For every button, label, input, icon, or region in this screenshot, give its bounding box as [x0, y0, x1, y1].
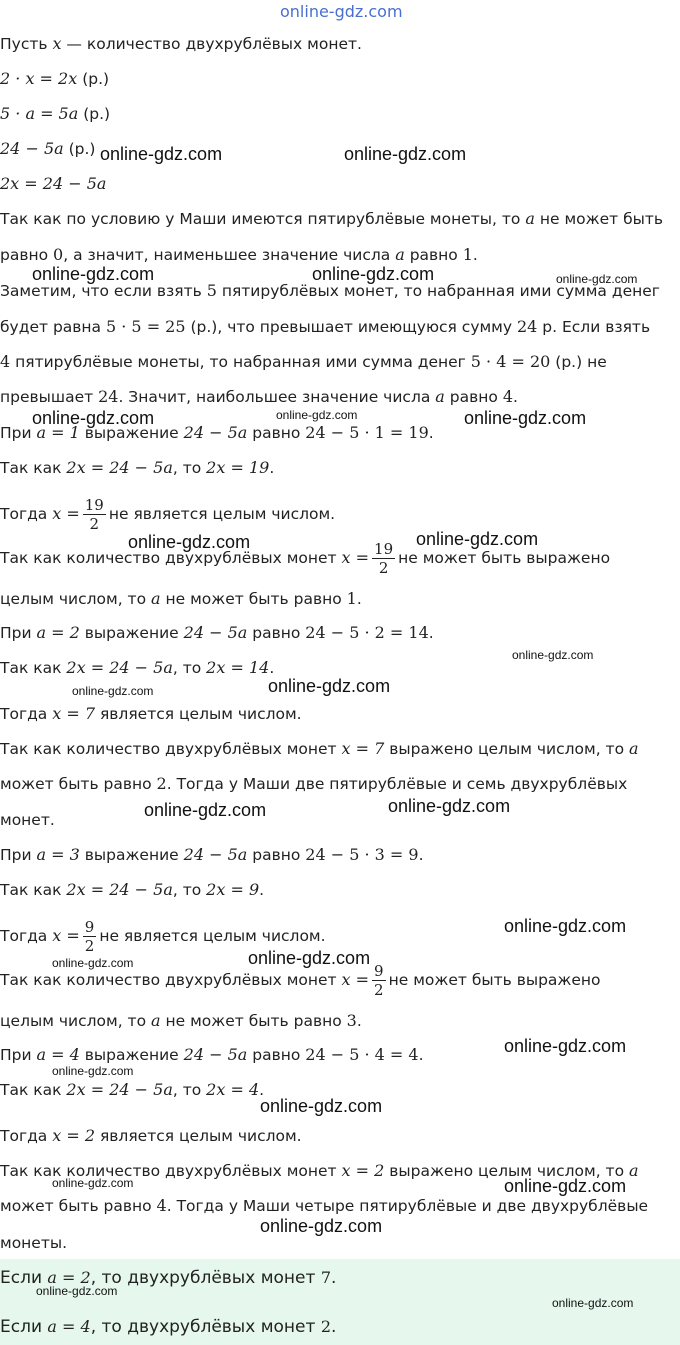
- text: .: [259, 881, 265, 899]
- text: (р.), что превышает имеющуюся сумму: [190, 318, 513, 336]
- math: 2x = 4: [206, 1080, 260, 1099]
- text: может быть равно: [0, 1197, 152, 1215]
- math: 2x = 24 − 5a: [66, 1080, 173, 1099]
- math: x =: [341, 548, 370, 567]
- math: a = 4: [36, 1045, 80, 1064]
- text: выражение: [84, 846, 179, 864]
- math: a: [629, 739, 639, 758]
- text: не является целым числом.: [99, 927, 326, 945]
- text: не может быть равно: [165, 1012, 342, 1030]
- text: пятирублёвые монеты, то набранная ими сумма денег: [15, 353, 466, 371]
- watermark: online-gdz.com: [248, 948, 371, 968]
- text: может быть равно: [0, 775, 152, 793]
- text-line: [0, 880, 264, 900]
- text: Тогда: [0, 927, 48, 945]
- text: выражение: [84, 1046, 179, 1064]
- math: 24 − 5 · 1 = 19: [305, 423, 429, 442]
- text: При: [0, 624, 32, 642]
- math: 2: [320, 1317, 331, 1336]
- text: (р.): [83, 105, 111, 123]
- math: 24 − 5a: [183, 623, 248, 642]
- text: равно: [0, 246, 49, 264]
- watermark: online-gdz.com: [312, 264, 435, 284]
- math: 1: [346, 589, 357, 608]
- math: x = 2: [52, 1126, 96, 1145]
- math: x: [52, 34, 62, 53]
- watermark: online-gdz.com: [280, 2, 403, 21]
- watermark: online-gdz.com: [260, 1216, 383, 1236]
- text: .: [331, 1268, 337, 1288]
- text: . Тогда у Маши четыре пятирублёвые и две двухрублёвые: [166, 1197, 649, 1215]
- fraction-numerator: 9: [374, 962, 384, 980]
- math: 5: [206, 281, 217, 300]
- watermark: online-gdz.com: [344, 144, 467, 164]
- text: монет.: [0, 811, 55, 829]
- fraction-numerator: 9: [84, 918, 95, 936]
- math: 0: [53, 245, 64, 264]
- text-line: [0, 1045, 424, 1065]
- math: 3: [346, 1011, 357, 1030]
- text: При: [0, 846, 32, 864]
- math: a: [395, 245, 405, 264]
- fraction-denominator: 2: [372, 558, 395, 577]
- watermark: online-gdz.com: [52, 956, 134, 970]
- text: , то: [172, 459, 202, 477]
- math: 24: [98, 387, 119, 406]
- watermark: online-gdz.com: [556, 272, 638, 286]
- text: . Значит, наибольшее значение числа: [118, 388, 431, 406]
- fraction: [372, 540, 395, 577]
- math: 2x = 24 − 5a: [66, 880, 173, 899]
- text-line: [0, 317, 650, 337]
- text: .: [269, 659, 275, 677]
- text-line: [0, 1011, 362, 1031]
- fraction-numerator: 19: [84, 496, 104, 514]
- text-line: [0, 245, 478, 265]
- text-line: [0, 1233, 67, 1253]
- text: целым числом, то: [0, 590, 147, 608]
- text: .: [331, 1317, 337, 1337]
- answer-line: [0, 1317, 336, 1337]
- math: 4: [156, 1196, 167, 1215]
- math: 5 · 5 = 25: [105, 317, 186, 336]
- text: равно: [409, 246, 458, 264]
- text-line: [0, 1196, 648, 1216]
- math: a: [151, 589, 161, 608]
- math: 2x = 19: [206, 458, 270, 477]
- text: Так как: [0, 459, 62, 477]
- text: .: [418, 846, 424, 864]
- text: .: [356, 590, 362, 608]
- math: 24 − 5 · 4 = 4: [305, 1045, 419, 1064]
- math: 2 · x = 2x: [0, 69, 78, 88]
- text: Заметим, что если взять: [0, 282, 202, 300]
- text: равно: [252, 424, 301, 442]
- text-line: [0, 387, 518, 407]
- text: .: [269, 459, 275, 477]
- text: не может быть равно: [165, 590, 342, 608]
- watermark: online-gdz.com: [504, 1176, 627, 1196]
- fraction-numerator: 19: [374, 540, 394, 558]
- watermark: online-gdz.com: [260, 1096, 383, 1116]
- math: 2x = 24 − 5a: [0, 174, 107, 193]
- math: a: [525, 209, 535, 228]
- text: будет равна: [0, 318, 102, 336]
- math: 4: [0, 352, 11, 371]
- text: .: [428, 624, 434, 642]
- text-line: [0, 69, 109, 89]
- watermark: online-gdz.com: [464, 408, 587, 428]
- text: , то: [172, 881, 202, 899]
- text-line: [0, 352, 607, 372]
- math: 1: [462, 245, 473, 264]
- text: . Тогда у Маши две пятирублёвые и семь двухрублёвых: [166, 775, 628, 793]
- fraction-denominator: 2: [83, 514, 106, 533]
- fraction-denominator: 2: [374, 981, 384, 999]
- text: .: [513, 388, 518, 406]
- math: 2x = 24 − 5a: [66, 658, 173, 677]
- text-line: [0, 174, 106, 194]
- math: x = 7: [341, 739, 385, 758]
- watermark: online-gdz.com: [504, 1036, 627, 1056]
- math: x = 7: [52, 704, 96, 723]
- math: 2x = 9: [206, 880, 260, 899]
- math: 24 − 5a: [183, 1045, 248, 1064]
- text: выражено целым числом, то: [389, 740, 625, 758]
- math: 5 · a = 5a: [0, 104, 79, 123]
- math: 24 − 5 · 3 = 9: [305, 845, 419, 864]
- text: Так как количество двухрублёвых монет: [0, 549, 337, 567]
- text: р. Если взять: [542, 318, 651, 336]
- math: a: [435, 387, 445, 406]
- watermark: online-gdz.com: [100, 144, 223, 164]
- text: Так как по условию у Маши имеются пятирублёвые монеты, то: [0, 210, 521, 228]
- math: 24 − 5 · 2 = 14: [305, 623, 429, 642]
- math: a = 4: [47, 1317, 91, 1336]
- watermark: online-gdz.com: [128, 532, 251, 552]
- math: x =: [52, 926, 80, 945]
- text: (р.) не: [555, 353, 607, 371]
- text: выражено целым числом, то: [389, 1162, 625, 1180]
- text: не может быть выражено: [398, 549, 611, 567]
- math: 24 − 5a: [0, 139, 64, 158]
- text: не может быть: [539, 210, 664, 228]
- fraction: [83, 496, 106, 533]
- text: При: [0, 424, 32, 442]
- text: .: [259, 1081, 265, 1099]
- text-line: [0, 845, 424, 865]
- text: пятирублёвых монет, то набранная ими сумма денег: [221, 282, 660, 300]
- watermark: online-gdz.com: [388, 796, 511, 816]
- text: При: [0, 1046, 32, 1064]
- text: .: [472, 246, 478, 264]
- math: 2x = 24 − 5a: [66, 458, 173, 477]
- watermark: online-gdz.com: [144, 800, 267, 820]
- text-line: [0, 658, 274, 678]
- text-line: [0, 739, 639, 759]
- text: , то: [172, 1081, 202, 1099]
- text-line: [0, 589, 362, 609]
- fraction: [372, 962, 386, 999]
- math: x =: [341, 970, 370, 989]
- text: превышает: [0, 388, 94, 406]
- text: целым числом, то: [0, 1012, 147, 1030]
- watermark: online-gdz.com: [268, 676, 391, 696]
- math: 4: [502, 387, 513, 406]
- text: Так как: [0, 659, 62, 677]
- text: Так как количество двухрублёвых монет: [0, 971, 337, 989]
- math: 24 − 5a: [183, 423, 248, 442]
- math: 7: [320, 1268, 331, 1287]
- watermark: online-gdz.com: [504, 916, 627, 936]
- text: Если: [0, 1268, 43, 1288]
- text: Тогда: [0, 705, 48, 723]
- watermark: online-gdz.com: [552, 1296, 634, 1310]
- text: не является целым числом.: [108, 505, 336, 523]
- watermark: online-gdz.com: [32, 408, 155, 428]
- text-line: [0, 104, 110, 124]
- text: (р.): [82, 70, 110, 88]
- text: монеты.: [0, 1234, 68, 1252]
- text: равно: [252, 624, 301, 642]
- text: Тогда: [0, 1127, 48, 1145]
- text: (р.): [68, 140, 96, 158]
- text: Если: [0, 1317, 43, 1337]
- text-line: [0, 496, 335, 533]
- watermark: online-gdz.com: [36, 1284, 118, 1298]
- text-line: [0, 139, 95, 159]
- math: 2: [156, 774, 167, 793]
- watermark: online-gdz.com: [276, 408, 358, 422]
- text: является целым числом.: [99, 705, 302, 723]
- text: .: [418, 1046, 424, 1064]
- watermark: online-gdz.com: [512, 648, 594, 662]
- text-line: [0, 810, 55, 830]
- watermark: online-gdz.com: [52, 1064, 134, 1078]
- text: равно: [252, 1046, 301, 1064]
- text-line: [0, 1080, 264, 1100]
- text: выражение: [84, 624, 179, 642]
- math: a: [151, 1011, 161, 1030]
- math: x = 2: [341, 1161, 385, 1180]
- math: 2x = 14: [206, 658, 270, 677]
- text: Так как: [0, 1081, 62, 1099]
- fraction-denominator: 2: [84, 937, 95, 955]
- math: a = 2: [47, 1268, 91, 1287]
- text: выражение: [84, 424, 179, 442]
- text-line: [0, 623, 434, 643]
- text: , а значит, наименьшее значение числа: [63, 246, 391, 264]
- text-line: [0, 34, 362, 54]
- text: является целым числом.: [99, 1127, 302, 1145]
- math: a = 2: [36, 623, 80, 642]
- watermark: online-gdz.com: [52, 1176, 134, 1190]
- text-line: [0, 774, 627, 794]
- text: , то двухрублёвых монет: [90, 1268, 316, 1288]
- text: Так как количество двухрублёвых монет: [0, 740, 337, 758]
- text: Так как: [0, 881, 62, 899]
- math: a = 3: [36, 845, 80, 864]
- watermark: online-gdz.com: [416, 529, 539, 549]
- text: .: [356, 1012, 362, 1030]
- math: 24: [517, 317, 538, 336]
- math: a = 1: [36, 423, 80, 442]
- text-line: [0, 704, 302, 724]
- watermark: online-gdz.com: [32, 264, 155, 284]
- math: x =: [52, 504, 80, 523]
- text: Тогда: [0, 505, 48, 523]
- text: — количество двухрублёвых монет.: [66, 35, 362, 53]
- watermark: online-gdz.com: [72, 684, 154, 698]
- text: равно: [449, 388, 498, 406]
- math: 5 · 4 = 20: [470, 352, 551, 371]
- fraction: [83, 918, 97, 955]
- text: не может быть выражено: [388, 971, 601, 989]
- text: , то: [172, 659, 202, 677]
- text: Пусть: [0, 35, 48, 53]
- text-line: [0, 1126, 302, 1146]
- text: , то двухрублёвых монет: [90, 1317, 316, 1337]
- text: .: [428, 424, 434, 442]
- math: 24 − 5a: [183, 845, 248, 864]
- text-line: [0, 458, 274, 478]
- text-line: [0, 209, 663, 229]
- math: a: [629, 1161, 639, 1180]
- text: равно: [252, 846, 301, 864]
- text: Так как количество двухрублёвых монет: [0, 1162, 337, 1180]
